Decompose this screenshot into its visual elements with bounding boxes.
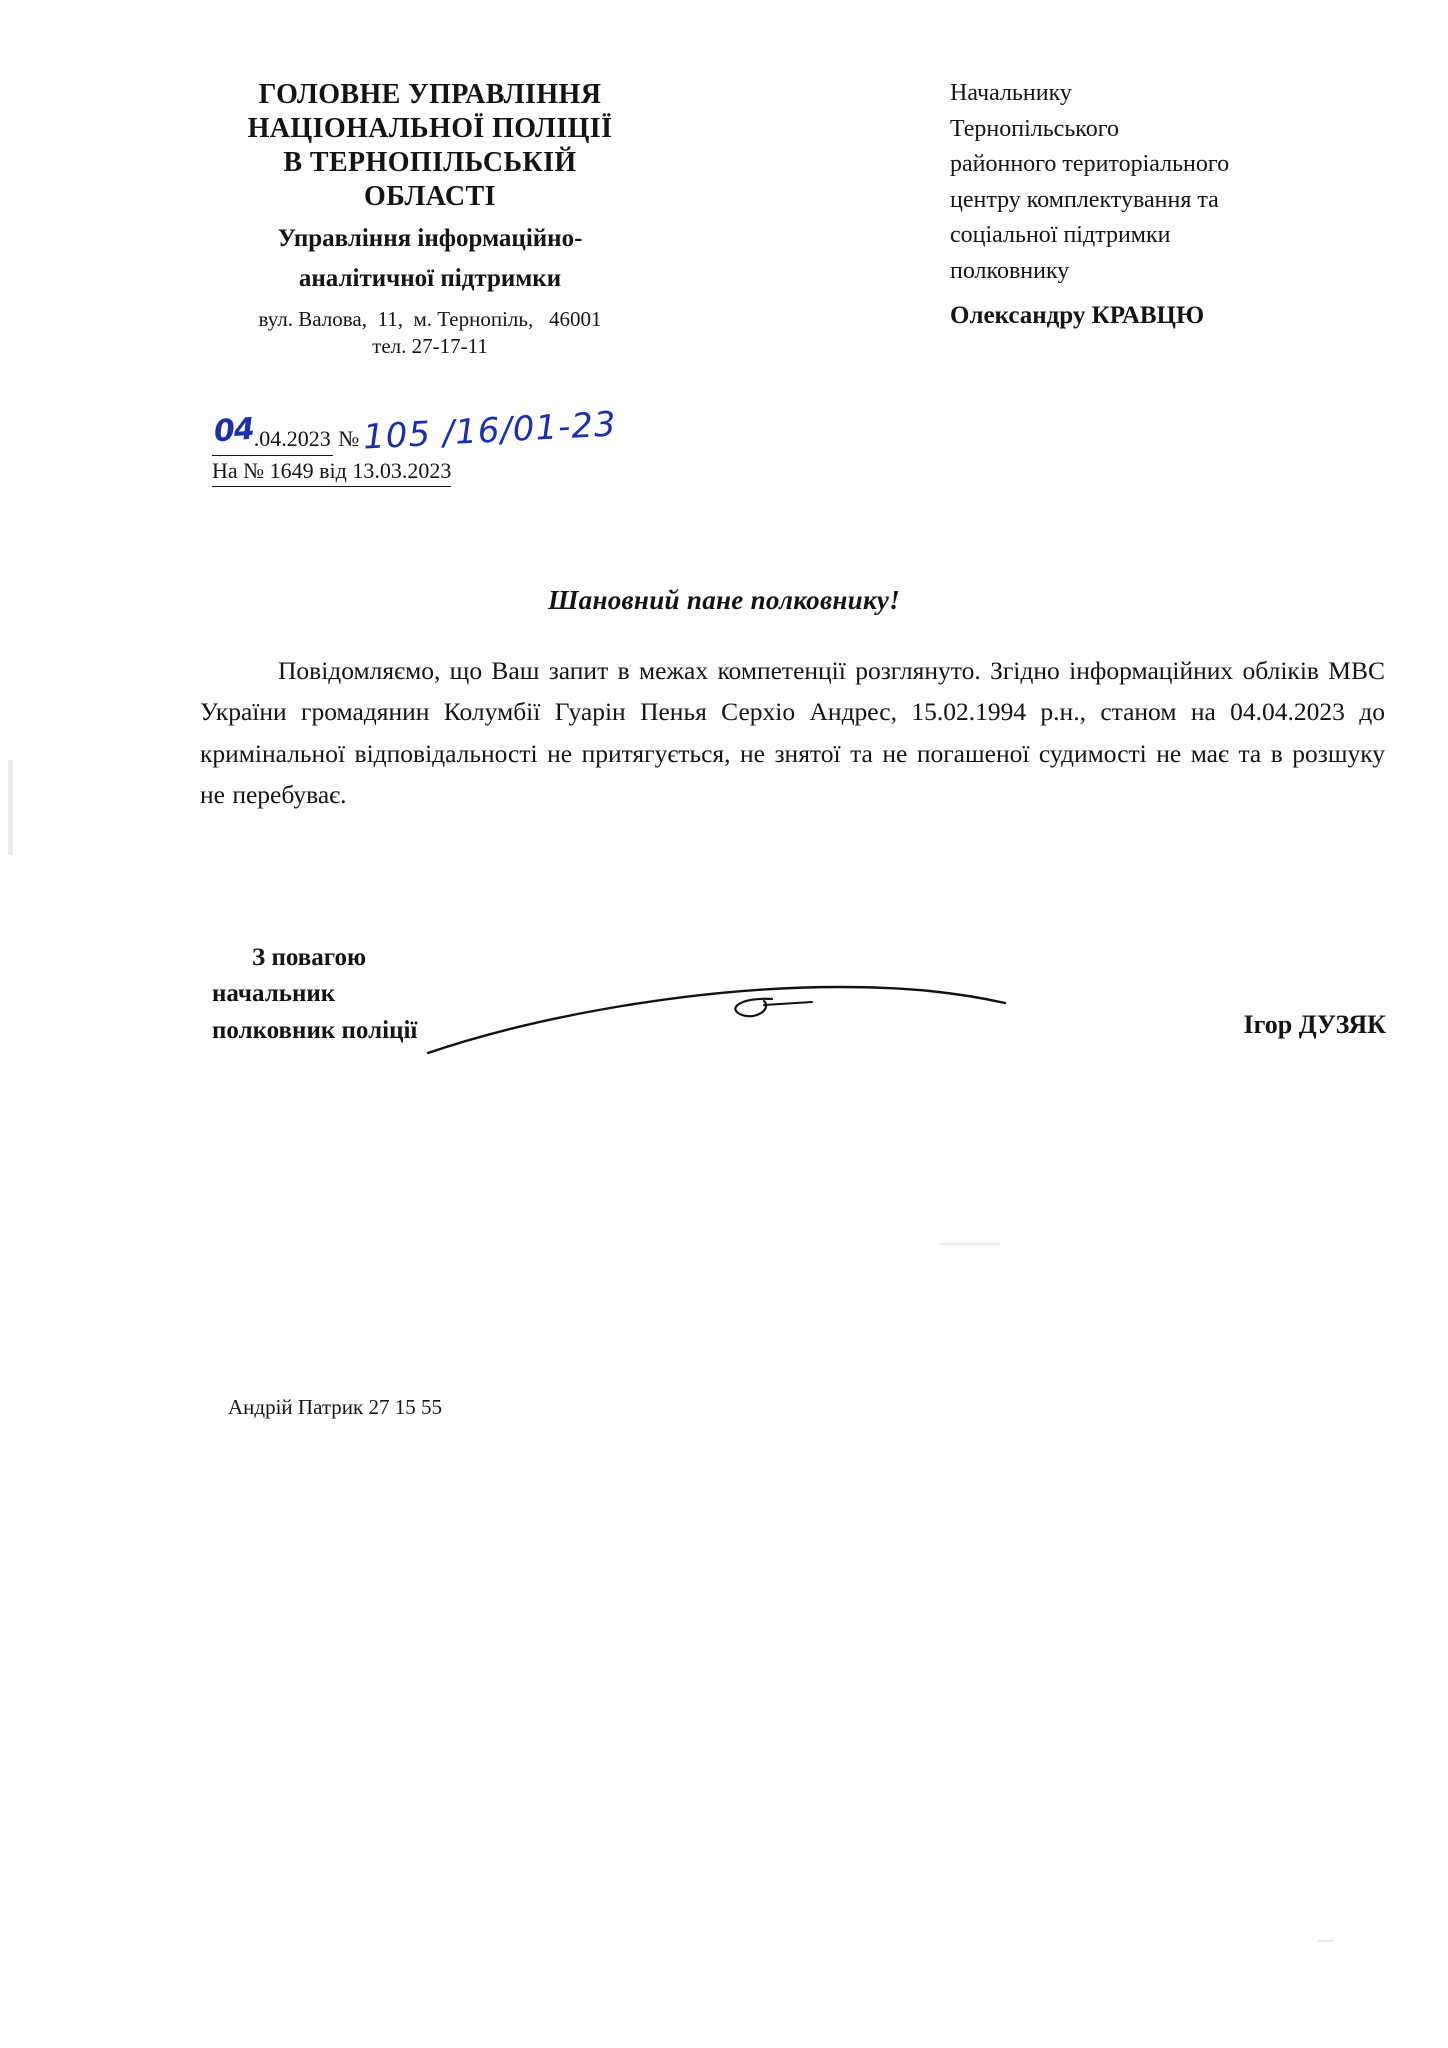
addressee-line-6: полковнику [950,257,1070,284]
body-paragraph: Повідомляємо, що Ваш запит в межах компетенції розглянуто. Згідно інформаційних обліків МВС України громадянин Колумбії Гуарін Пенья Серхіо Андрес, 15.02.1994 р.н., станом на 04.04.2023 до кримінальної відповідальності не притягується, не знятої та не погашеної судимості не має та в розшуку не перебуває. [200,656,1385,809]
addressee-line-3: районного територіального [950,151,1230,178]
addressee-block [950,76,1380,334]
organization-line-3: В ТЕРНОПІЛЬСЬКІЙ [283,147,577,179]
department-line-2: аналітичної підтримки [298,265,562,293]
addressee-line-5: соціальної підтримки [950,222,1171,249]
scan-artifact-1 [8,760,13,855]
signature-position-1: начальник [212,980,336,1008]
salutation: Шановний пане полковнику! [547,585,901,615]
registration-number-label: № [338,426,360,451]
addressee-name: Олександру КРАВЦЮ [950,302,1205,330]
executor-line: Андрій Патрик 27 15 55 [228,1395,442,1419]
handwritten-day: 04 [212,411,255,450]
handwritten-signature-icon [420,975,1040,1065]
signature-respect: З повагою [252,944,367,971]
scan-artifact-2 [940,1243,1000,1245]
letterhead-phone: тел. 27-17-11 [372,333,488,358]
registration-date-suffix: .04.2023 [253,426,331,451]
organization-line-1: ГОЛОВНЕ УПРАВЛІННЯ [258,79,602,110]
department-line-1: Управління інформаційно- [277,224,583,252]
handwritten-registration-number: 105 /16/01-23 [362,404,618,458]
letterhead [150,78,710,359]
signer-name: Ігор ДУЗЯК [1243,1010,1386,1039]
organization-line-2: НАЦІОНАЛЬНОЇ ПОЛІЦІЇ [247,113,613,145]
letterhead-address: вул. Валова, 11, м. Тернопіль, 46001 [258,306,602,331]
addressee-line-2: Тернопільського [950,115,1119,142]
addressee-line-4: центру комплектування та [950,186,1219,213]
organization-line-4: ОБЛАСТІ [364,181,496,213]
registration-reference: На № 1649 від 13.03.2023 [212,458,451,487]
registration-line [212,404,732,458]
addressee-line-1: Начальнику [950,80,1072,106]
scan-artifact-3 [1318,1940,1334,1942]
signature-position-2: полковник поліції [212,1016,418,1044]
signature-block [212,940,417,1049]
registration-date-field [212,411,333,456]
